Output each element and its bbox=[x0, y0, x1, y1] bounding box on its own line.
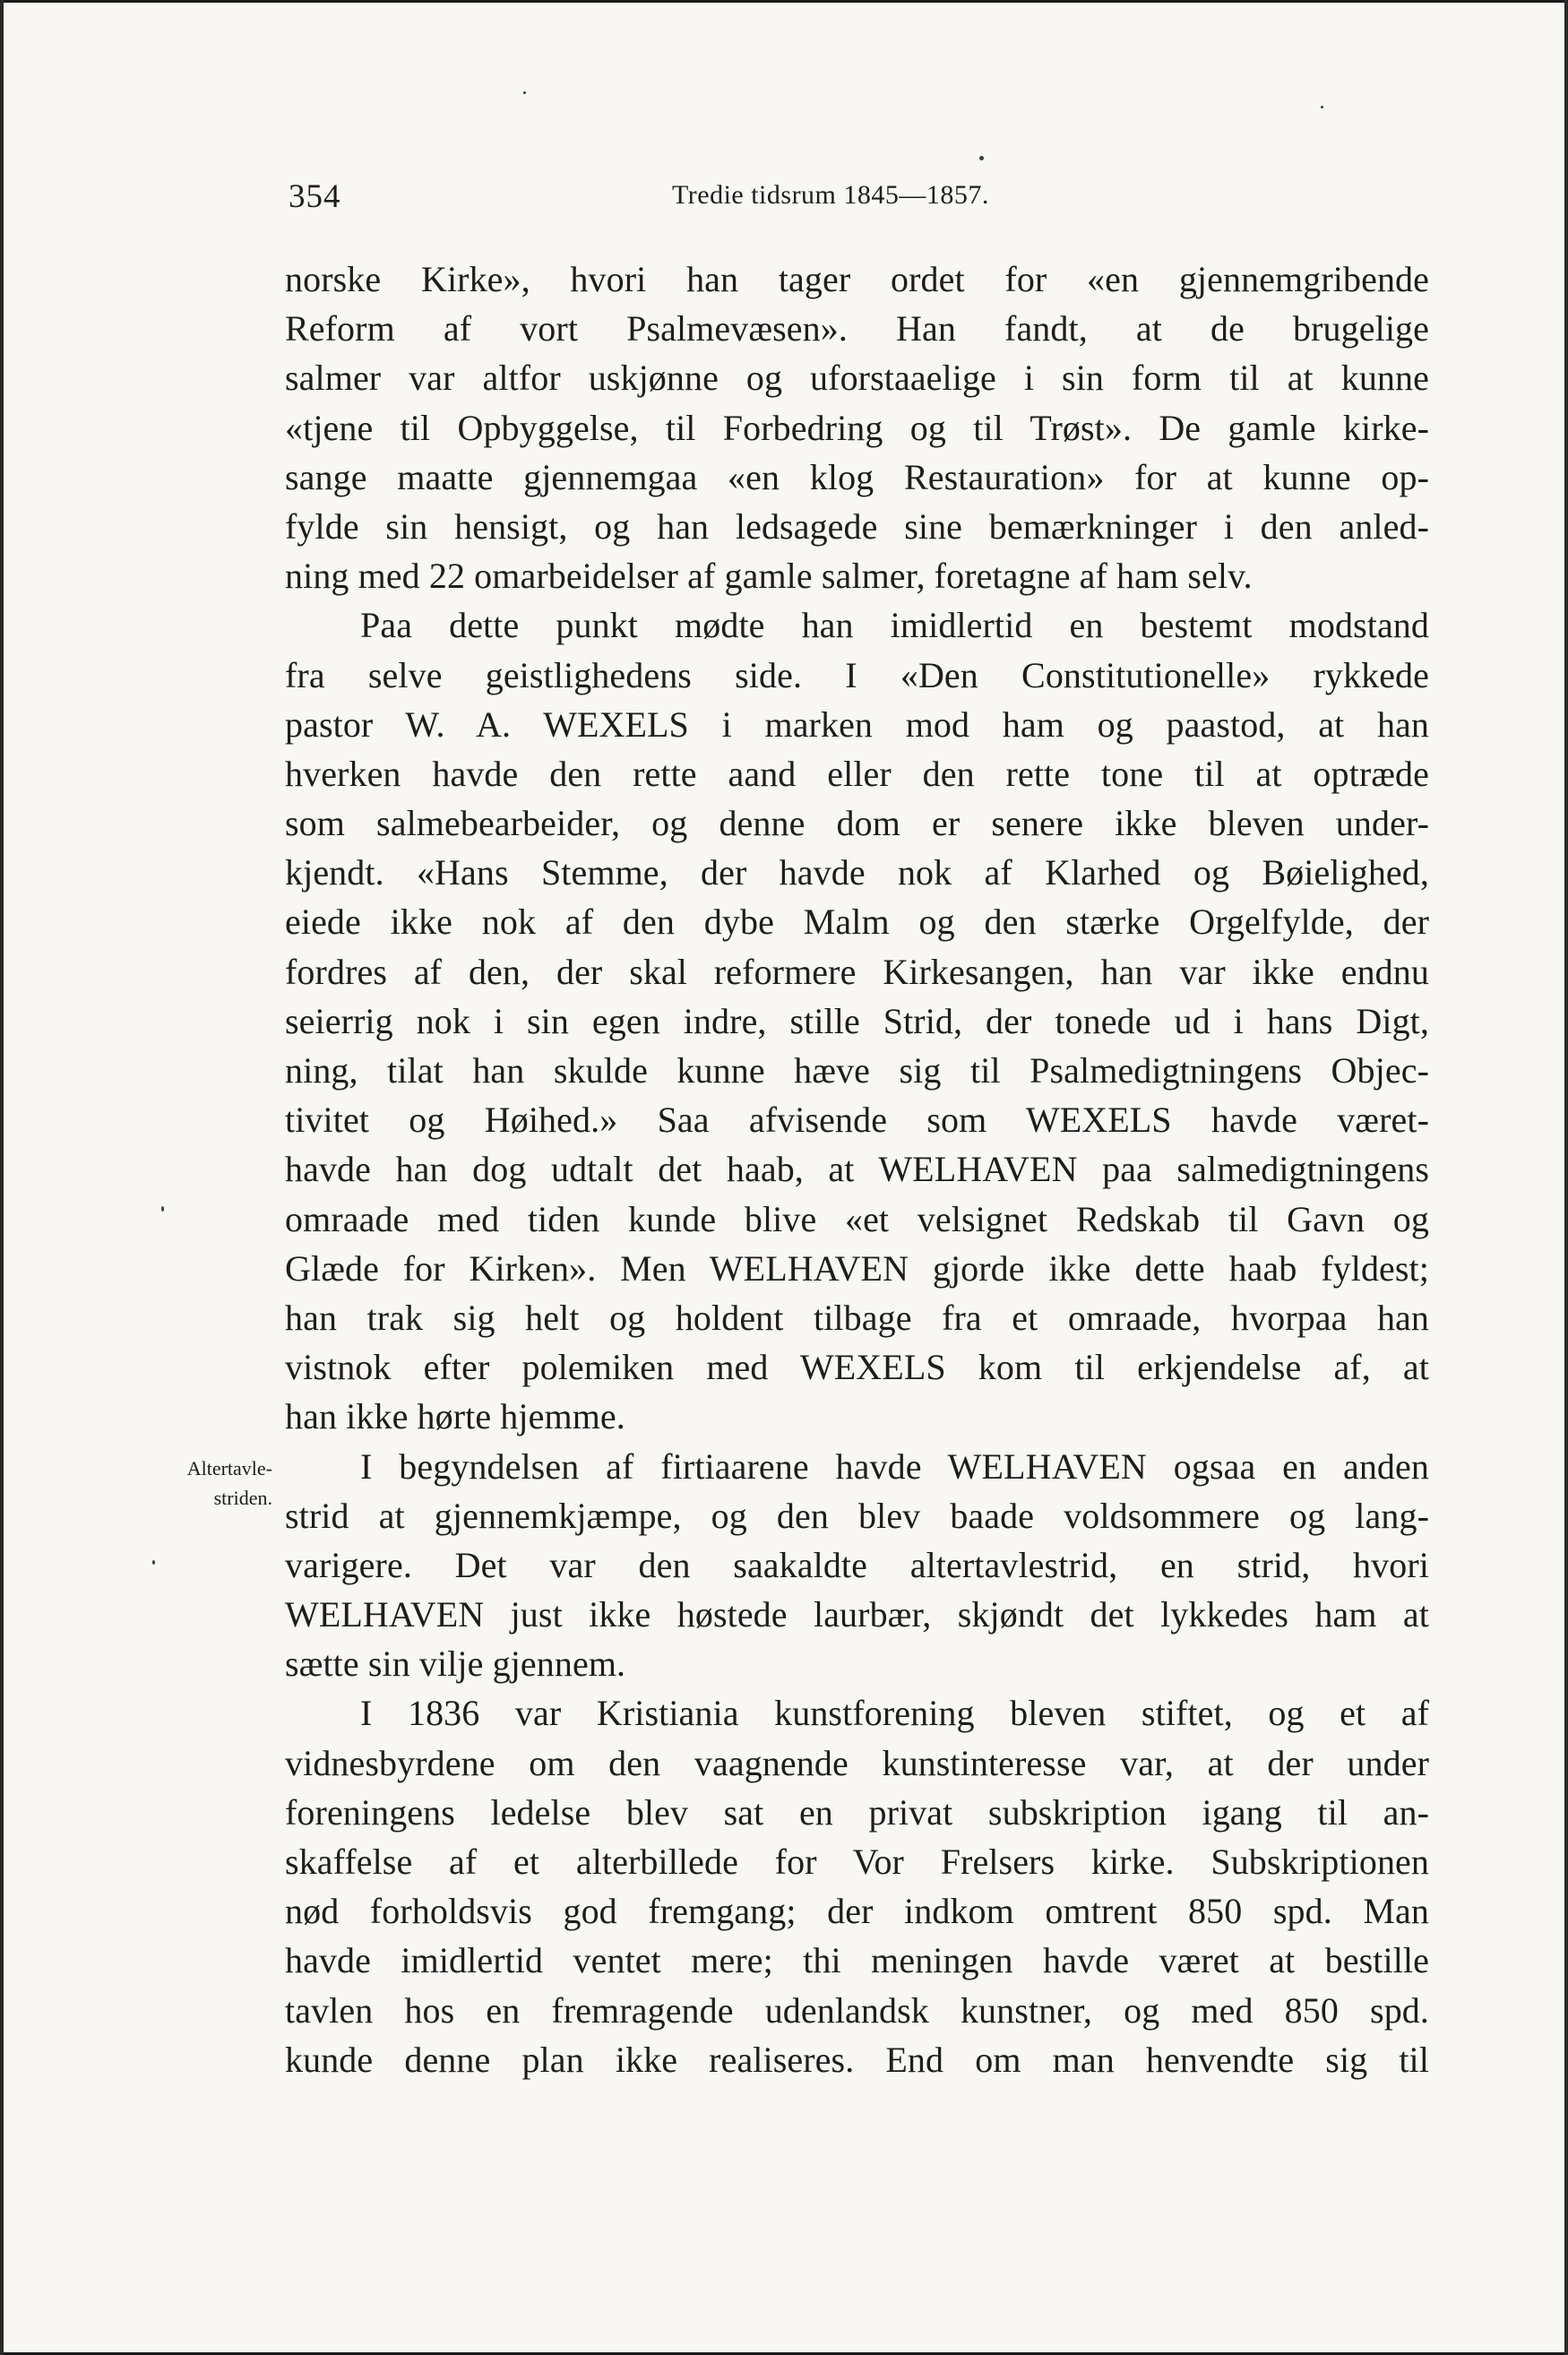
text-line: foreningens ledelse blev sat en privat subskription igang til an- bbox=[285, 1791, 1429, 1833]
text-line: han trak sig helt og holdent tilbage fra et omraade, hvorpaa han bbox=[285, 1297, 1429, 1338]
text-line: fylde sin hensigt, og han ledsagede sine bemærkninger i den anled- bbox=[285, 505, 1429, 547]
text-line: Glæde for Kirken». Men WELHAVEN gjorde ikke dette haab fyldest; bbox=[285, 1247, 1429, 1289]
text-line: eiede ikke nok af den dybe Malm og den stærke Orgelfylde, der bbox=[285, 901, 1429, 943]
text-line: hverken havde den rette aand eller den rette tone til at optræde bbox=[285, 753, 1429, 794]
margin-note bbox=[156, 1454, 272, 1513]
text-line: I 1836 var Kristiania kunstforening bleven stiftet, og et af bbox=[360, 1693, 1429, 1734]
page-header bbox=[289, 177, 1431, 222]
text-line: sange maatte gjennemgaa «en klog Restauration» for at kunne op- bbox=[285, 456, 1429, 497]
margin-note-line: Altertavle- bbox=[186, 1457, 272, 1479]
text-line: Reform af vort Psalmevæsen». Han fandt, at de brugelige bbox=[285, 308, 1429, 349]
text-line: ning, tilat han skulde kunne hæve sig til Psalmedigtningens Objec- bbox=[285, 1050, 1429, 1091]
text-line: havde imidlertid ventet mere; thi meningen havde været at bestille bbox=[285, 1940, 1429, 1981]
page-number: 354 bbox=[289, 178, 341, 215]
text-line: tivitet og Høihed.» Saa afvisende som WEXELS havde været- bbox=[285, 1100, 1429, 1141]
text-line: han ikke hørte hjemme. bbox=[285, 1396, 625, 1437]
text-line: varigere. Det var den saakaldte altertavlestrid, en strid, hvori bbox=[285, 1544, 1429, 1585]
text-line: skaffelse af et alterbillede for Vor Frelsers kirke. Subskriptionen bbox=[285, 1842, 1429, 1882]
text-line: havde han dog udtalt det haab, at WELHAVEN paa salmedigtningens bbox=[285, 1149, 1429, 1190]
margin-note-line: striden. bbox=[213, 1487, 272, 1509]
paper-speck bbox=[161, 1206, 164, 1212]
text-line: seierrig nok i sin egen indre, stille Strid, der tonede ud i hans Digt, bbox=[285, 1000, 1429, 1041]
text-line: «tjene til Opbyggelse, til Forbedring og til Trøst». De gamle kirke- bbox=[285, 407, 1429, 448]
text-line: sætte sin vilje gjennem. bbox=[285, 1643, 626, 1685]
text-line: nød forholdsvis god fremgang; der indkom omtrent 850 spd. Man bbox=[285, 1891, 1429, 1932]
paper-speck bbox=[1321, 106, 1323, 108]
text-line: pastor W. A. WEXELS i marken mod ham og paastod, at han bbox=[285, 703, 1429, 745]
text-line: vidnesbyrdene om den vaagnende kunstinteresse var, at der under bbox=[285, 1742, 1429, 1783]
text-line: salmer var altfor uskjønne og uforstaaelige i sin form til at kunne bbox=[285, 358, 1429, 399]
text-line: fra selve geistlighedens side. I «Den Constitutionelle» rykkede bbox=[285, 654, 1429, 695]
text-line: kjendt. «Hans Stemme, der havde nok af Klarhed og Bøielighed, bbox=[285, 852, 1429, 893]
text-line: kunde denne plan ikke realiseres. End om man henvendte sig til bbox=[285, 2039, 1429, 2080]
text-line: I begyndelsen af firtiaarene havde WELHAVEN ogsaa en anden bbox=[360, 1445, 1429, 1487]
text-line: norske Kirke», hvori han tager ordet for «en gjennemgribende bbox=[285, 259, 1429, 299]
paper-speck bbox=[152, 1560, 155, 1565]
top-edge bbox=[0, 0, 1568, 3]
text-line: tavlen hos en fremragende udenlandsk kunstner, og med 850 spd. bbox=[285, 1989, 1429, 2031]
text-line: omraade med tiden kunde blive «et velsignet Redskab til Gavn og bbox=[285, 1198, 1429, 1239]
text-line: vistnok efter polemiken med WEXELS kom til erkjendelse af, at bbox=[285, 1347, 1429, 1388]
text-line: som salmebearbeider, og denne dom er senere ikke bleven under- bbox=[285, 803, 1429, 844]
body-text bbox=[285, 254, 1429, 2084]
paper-speck bbox=[979, 156, 984, 160]
text-line: Paa dette punkt mødte han imidlertid en bestemt modstand bbox=[360, 605, 1429, 646]
text-line: ning med 22 omarbeidelser af gamle salmer, foretagne af ham selv. bbox=[285, 556, 1253, 597]
right-edge bbox=[1564, 0, 1568, 2355]
paper-speck bbox=[523, 91, 526, 94]
text-line: fordres af den, der skal reformere Kirkesangen, han var ikke endnu bbox=[285, 951, 1429, 992]
running-title: Tredie tidsrum 1845—1857. bbox=[672, 180, 989, 210]
text-line: WELHAVEN just ikke høstede laurbær, skjøndt det lykkedes ham at bbox=[285, 1594, 1429, 1635]
left-edge bbox=[0, 0, 4, 2355]
text-line: strid at gjennemkjæmpe, og den blev baade voldsommere og lang- bbox=[285, 1495, 1429, 1536]
